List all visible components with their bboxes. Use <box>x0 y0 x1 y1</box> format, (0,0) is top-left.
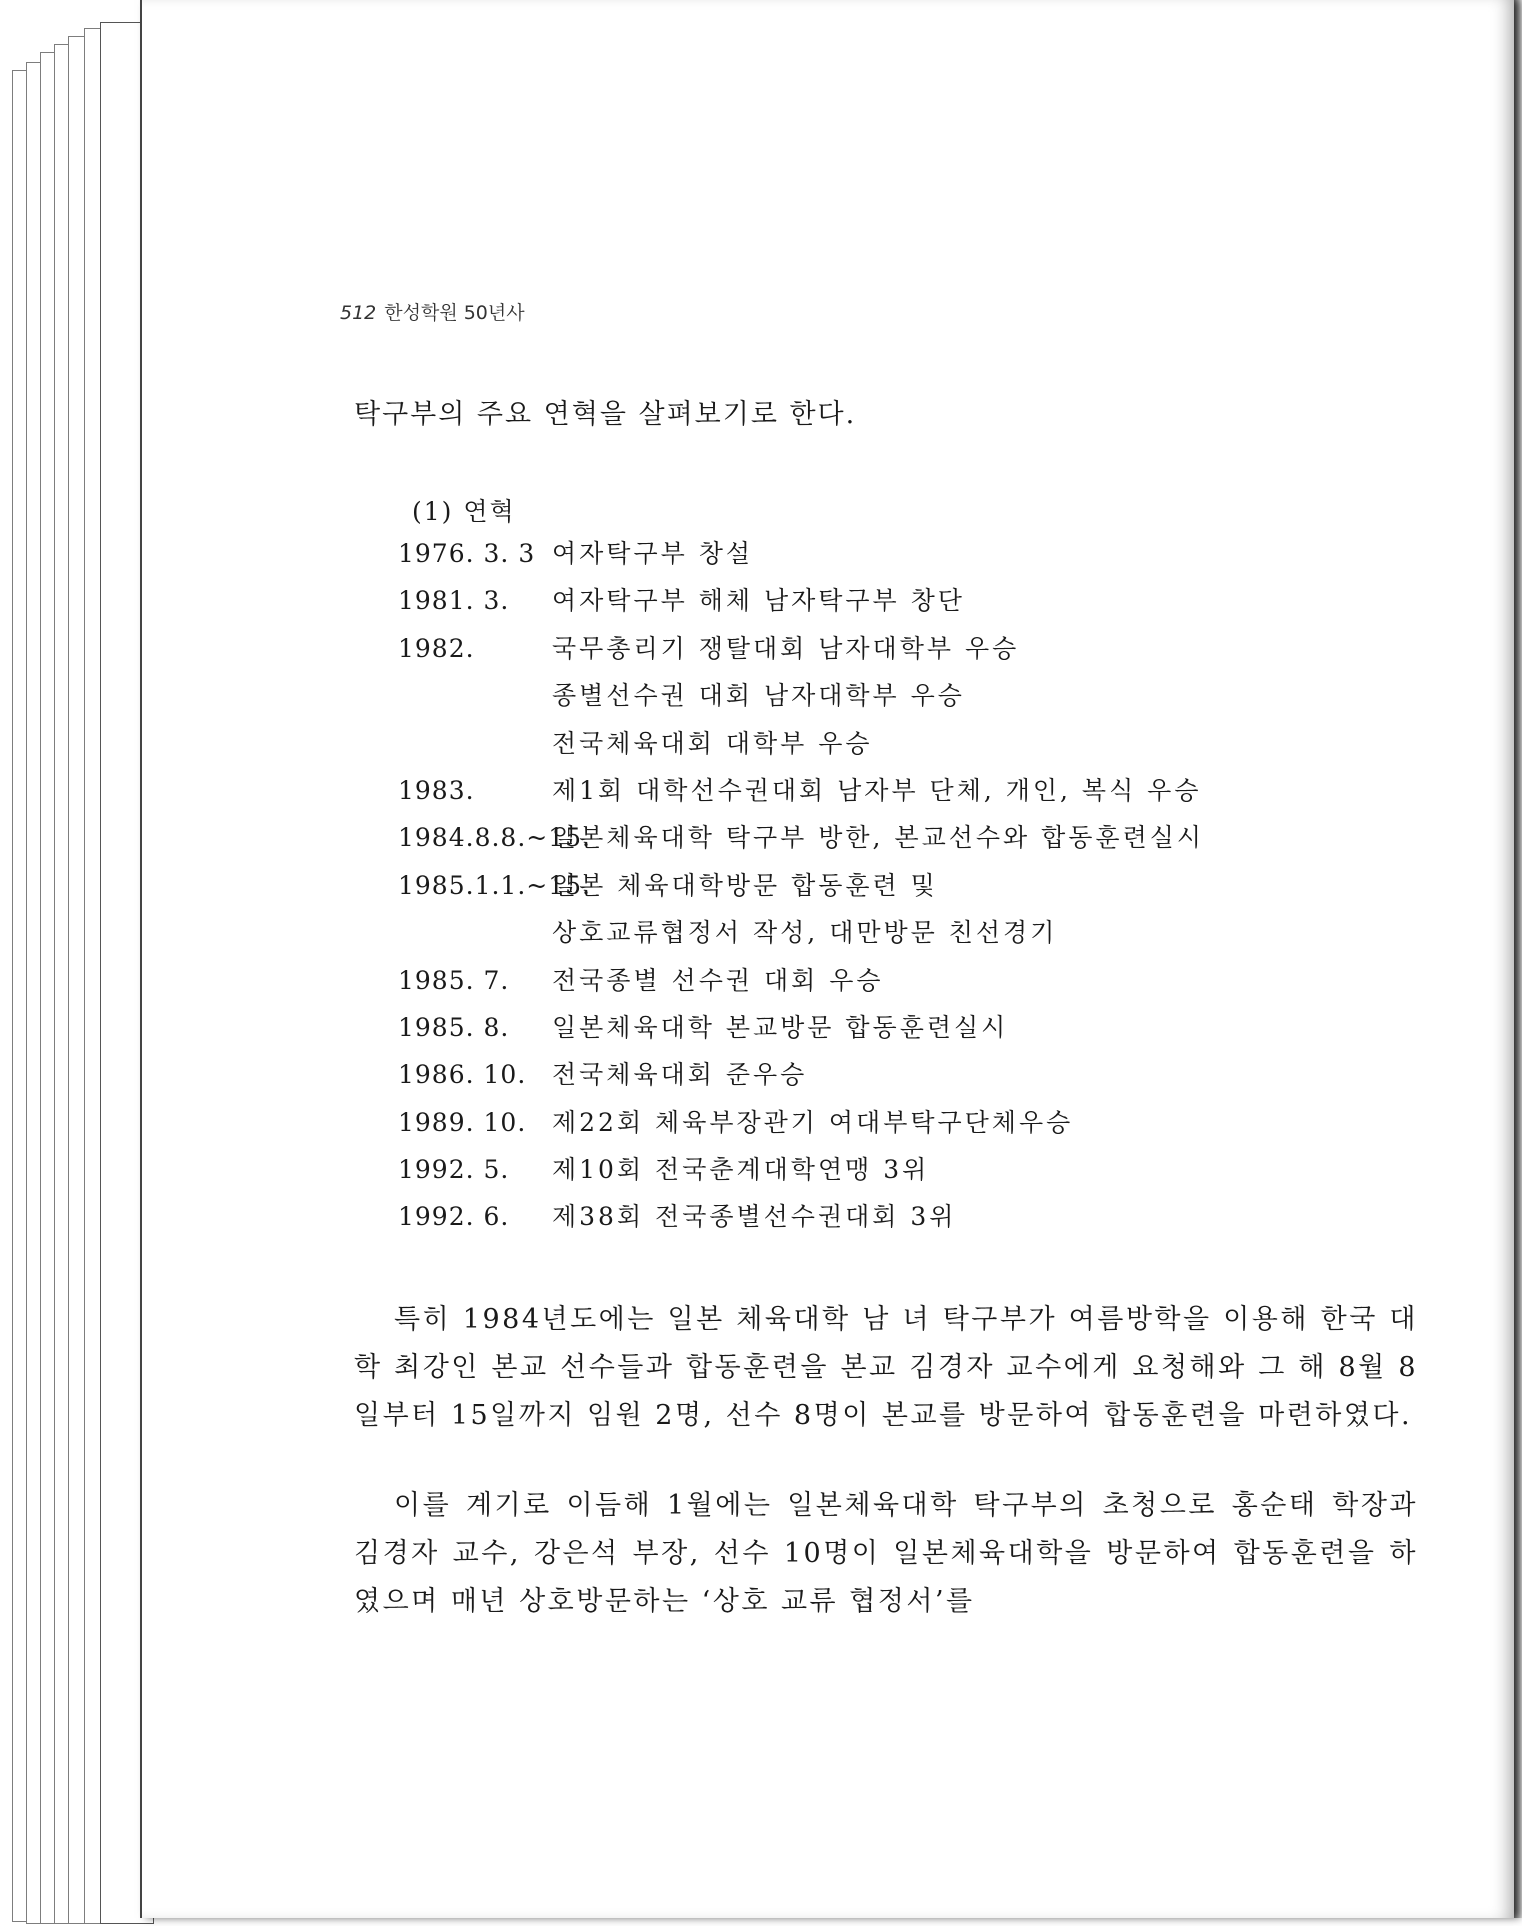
timeline-event: 제38회 전국종별선수권대회 3위 <box>552 1202 957 1232</box>
timeline-row <box>398 577 1498 624</box>
timeline-date: 1986. 10. <box>398 1060 527 1090</box>
timeline-event: 제10회 전국춘계대학연맹 3위 <box>552 1155 930 1185</box>
timeline-date: 1984.8.8.~15. <box>398 823 591 853</box>
timeline-row <box>398 625 1498 672</box>
timeline-row <box>398 814 1498 861</box>
timeline-event: 여자탁구부 해체 남자탁구부 창단 <box>552 586 965 616</box>
timeline-event: 상호교류협정서 작성, 대만방문 친선경기 <box>552 918 1058 948</box>
timeline-date: 1976. 3. 3 <box>398 539 536 568</box>
timeline-event: 여자탁구부 창설 <box>552 539 753 568</box>
timeline-row <box>398 957 1498 1004</box>
timeline-date: 1992. 5. <box>398 1155 510 1185</box>
timeline-row <box>398 672 1498 719</box>
intro-sentence: 탁구부의 주요 연혁을 살펴보기로 한다. <box>354 399 857 430</box>
timeline-event: 제1회 대학선수권대회 남자부 단체, 개인, 복식 우승 <box>552 775 1202 805</box>
timeline-row <box>398 1099 1498 1146</box>
timeline-row <box>398 767 1498 814</box>
timeline-event: 전국체육대회 대학부 우승 <box>552 728 873 758</box>
timeline-date: 1985. 8. <box>398 1012 510 1042</box>
timeline-date: 1992. 6. <box>398 1202 510 1232</box>
timeline-row <box>398 862 1498 909</box>
running-head <box>340 298 525 325</box>
page-number: 512 <box>340 302 377 324</box>
timeline-row <box>398 1004 1498 1051</box>
timeline-row <box>398 1193 1498 1240</box>
timeline-event: 국무총리기 쟁탈대회 남자대학부 우승 <box>552 633 1020 663</box>
timeline-event: 종별선수권 대회 남자대학부 우승 <box>552 681 965 711</box>
timeline-date: 1985.1.1.~15. <box>398 870 591 900</box>
body-paragraph: 특히 1984년도에는 일본 체육대학 남 녀 탁구부가 여름방학을 이용해 한국 대학 최강인 본교 선수들과 합동훈련을 본교 김경자 교수에게 요청해와 그 해 8월 8일부터 15일까지 임원 2명, 선수 8명이 본교를 방문하여 합동훈련을 마련하였다. <box>354 1304 1418 1431</box>
book-page-edges <box>12 22 152 1926</box>
timeline-row <box>398 530 1498 577</box>
timeline-row <box>398 909 1498 956</box>
timeline-row <box>398 1051 1498 1098</box>
book-page <box>140 0 1514 1918</box>
timeline-date: 1982. <box>398 633 475 663</box>
timeline-event: 일본 체육대학방문 합동훈련 및 <box>552 870 938 900</box>
timeline-event: 전국체육대회 준우승 <box>552 1060 808 1090</box>
timeline-event: 일본체육대학 탁구부 방한, 본교선수와 합동훈련실시 <box>552 823 1205 853</box>
section-title: (1) 연혁 <box>412 497 516 526</box>
book-title: 한성학원 50년사 <box>384 302 525 324</box>
body-paragraph: 이를 계기로 이듬해 1월에는 일본체육대학 탁구부의 초청으로 홍순태 학장과 김경자 교수, 강은석 부장, 선수 10명이 일본체육대학을 방문하여 합동훈련을 하였으며 매년 상호방문하는 ‘상호 교류 협정서’를 <box>354 1490 1418 1617</box>
timeline-date: 1983. <box>398 775 475 805</box>
timeline-date: 1981. 3. <box>398 586 510 616</box>
timeline-event: 전국종별 선수권 대회 우승 <box>552 965 884 995</box>
timeline-date: 1989. 10. <box>398 1107 527 1137</box>
history-timeline <box>398 530 1498 1241</box>
timeline-event: 일본체육대학 본교방문 합동훈련실시 <box>552 1012 1009 1042</box>
timeline-date: 1985. 7. <box>398 965 510 995</box>
timeline-row <box>398 720 1498 767</box>
timeline-row <box>398 1146 1498 1193</box>
timeline-event: 제22회 체육부장관기 여대부탁구단체우승 <box>552 1107 1074 1137</box>
